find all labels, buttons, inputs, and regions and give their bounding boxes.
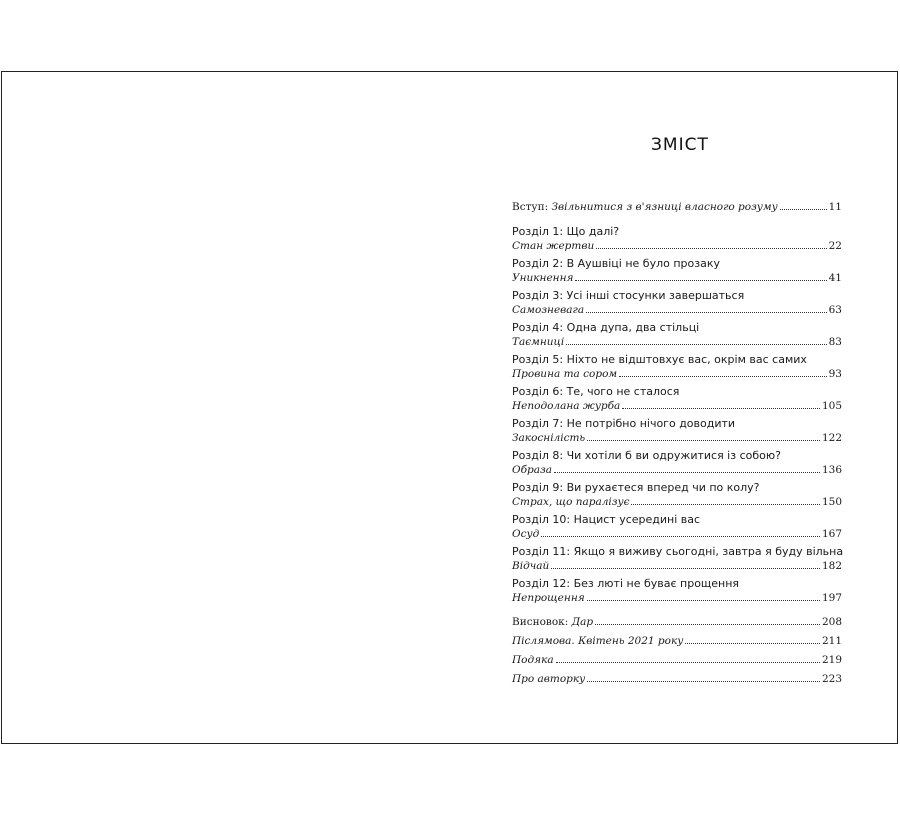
chapter-entry [512, 352, 842, 381]
back-page: 219 [821, 654, 842, 666]
back-title: Дар [571, 616, 594, 628]
chapter-sub-row [512, 335, 842, 349]
leader-dots [595, 624, 820, 625]
chapter-title: Розділ 3: Усі інші стосунки завершаться [512, 289, 745, 302]
chapter-title: Розділ 9: Ви рухаєтеся вперед чи по колу? [512, 481, 760, 494]
chapter-sub-row [512, 367, 842, 381]
page-title: ЗМІСТ [651, 135, 709, 155]
leader-dots [556, 662, 820, 663]
intro-label: Вступ: [512, 201, 549, 213]
leader-dots [551, 568, 820, 569]
chapter-entry [512, 256, 842, 285]
chapter-subtitle: Відчай [512, 560, 550, 572]
chapter-sub-row [512, 591, 842, 605]
chapter-entry [512, 320, 842, 349]
chapter-subtitle: Закоснілість [512, 432, 586, 444]
back-page: 211 [821, 635, 842, 647]
back-matter-list [512, 615, 842, 686]
chapter-sub-row [512, 527, 842, 541]
leader-dots [587, 600, 820, 601]
leader-dots [554, 472, 820, 473]
chapter-title: Розділ 7: Не потрібно нічого доводити [512, 417, 736, 430]
intro-page: 11 [828, 201, 842, 213]
chapter-entry [512, 288, 842, 317]
chapter-page: 122 [821, 432, 842, 444]
chapter-sub-row [512, 431, 842, 445]
chapter-sub-row [512, 463, 842, 477]
chapter-entry [512, 576, 842, 605]
leader-dots [631, 504, 819, 505]
back-label: Висновок: [512, 616, 569, 628]
leader-dots [619, 376, 827, 377]
chapter-sub-row [512, 239, 842, 253]
chapter-subtitle: Таємниці [512, 336, 565, 348]
chapter-entry [512, 448, 842, 477]
chapter-entry [512, 544, 842, 573]
chapter-sub-row [512, 559, 842, 573]
back-page: 223 [821, 673, 842, 685]
chapter-title: Розділ 10: Нацист усередині вас [512, 513, 701, 526]
chapter-entry [512, 224, 842, 253]
leader-dots [587, 681, 820, 682]
leader-dots [622, 408, 820, 409]
chapter-sub-row [512, 495, 842, 509]
chapter-list [512, 224, 842, 605]
chapter-page: 22 [828, 240, 842, 252]
chapter-sub-row [512, 399, 842, 413]
chapter-subtitle: Уникнення [512, 272, 574, 284]
back-matter-entry [512, 653, 842, 667]
back-page: 208 [821, 616, 842, 628]
chapter-subtitle: Страх, що паралізує [512, 496, 630, 508]
back-title: Післямова. Квітень 2021 року [512, 635, 684, 647]
chapter-page: 93 [828, 368, 842, 380]
chapter-page: 136 [821, 464, 842, 476]
leader-dots [780, 209, 827, 210]
toc-intro [512, 200, 842, 214]
chapter-page: 167 [821, 528, 842, 540]
chapter-subtitle: Образа [512, 464, 552, 476]
chapter-entry [512, 416, 842, 445]
chapter-entry [512, 512, 842, 541]
chapter-title: Розділ 12: Без люті не буває прощення [512, 577, 740, 590]
chapter-subtitle: Непрощення [512, 592, 585, 604]
chapter-sub-row [512, 271, 842, 285]
back-matter-entry [512, 615, 842, 629]
chapter-page: 41 [828, 272, 842, 284]
leader-dots [541, 536, 820, 537]
leader-dots [586, 312, 827, 313]
leader-dots [575, 280, 826, 281]
leader-dots [587, 440, 820, 441]
back-title: Про авторку [512, 673, 586, 685]
back-matter-entry [512, 672, 842, 686]
chapter-entry [512, 384, 842, 413]
leader-dots [685, 643, 820, 644]
chapter-title: Розділ 11: Якщо я виживу сьогодні, завтра я буду вільна [512, 545, 844, 558]
chapter-page: 182 [821, 560, 842, 572]
leader-dots [566, 344, 826, 345]
chapter-title: Розділ 6: Те, чого не сталося [512, 385, 680, 398]
back-title: Подяка [512, 654, 554, 666]
chapter-page: 83 [828, 336, 842, 348]
chapter-subtitle: Осуд [512, 528, 540, 540]
chapter-page: 63 [828, 304, 842, 316]
chapter-subtitle: Самозневага [512, 304, 585, 316]
chapter-title: Розділ 8: Чи хотіли б ви одружитися із собою? [512, 449, 781, 462]
back-matter-entry [512, 634, 842, 648]
chapter-entry [512, 480, 842, 509]
leader-dots [596, 248, 826, 249]
chapter-page: 197 [821, 592, 842, 604]
intro-title: Звільнитися з в'язниці власного розуму [551, 201, 778, 213]
chapter-sub-row [512, 303, 842, 317]
chapter-subtitle: Неподолана журба [512, 400, 621, 412]
chapter-page: 105 [821, 400, 842, 412]
chapter-title: Розділ 2: В Аушвіці не було прозаку [512, 257, 720, 270]
chapter-subtitle: Стан жертви [512, 240, 595, 252]
chapter-subtitle: Провина та сором [512, 368, 618, 380]
chapter-title: Розділ 1: Що далі? [512, 225, 620, 238]
chapter-page: 150 [821, 496, 842, 508]
chapter-title: Розділ 4: Одна дупа, два стільці [512, 321, 700, 334]
chapter-title: Розділ 5: Ніхто не відштовхує вас, окрім вас самих [512, 353, 807, 366]
table-of-contents [512, 200, 842, 691]
